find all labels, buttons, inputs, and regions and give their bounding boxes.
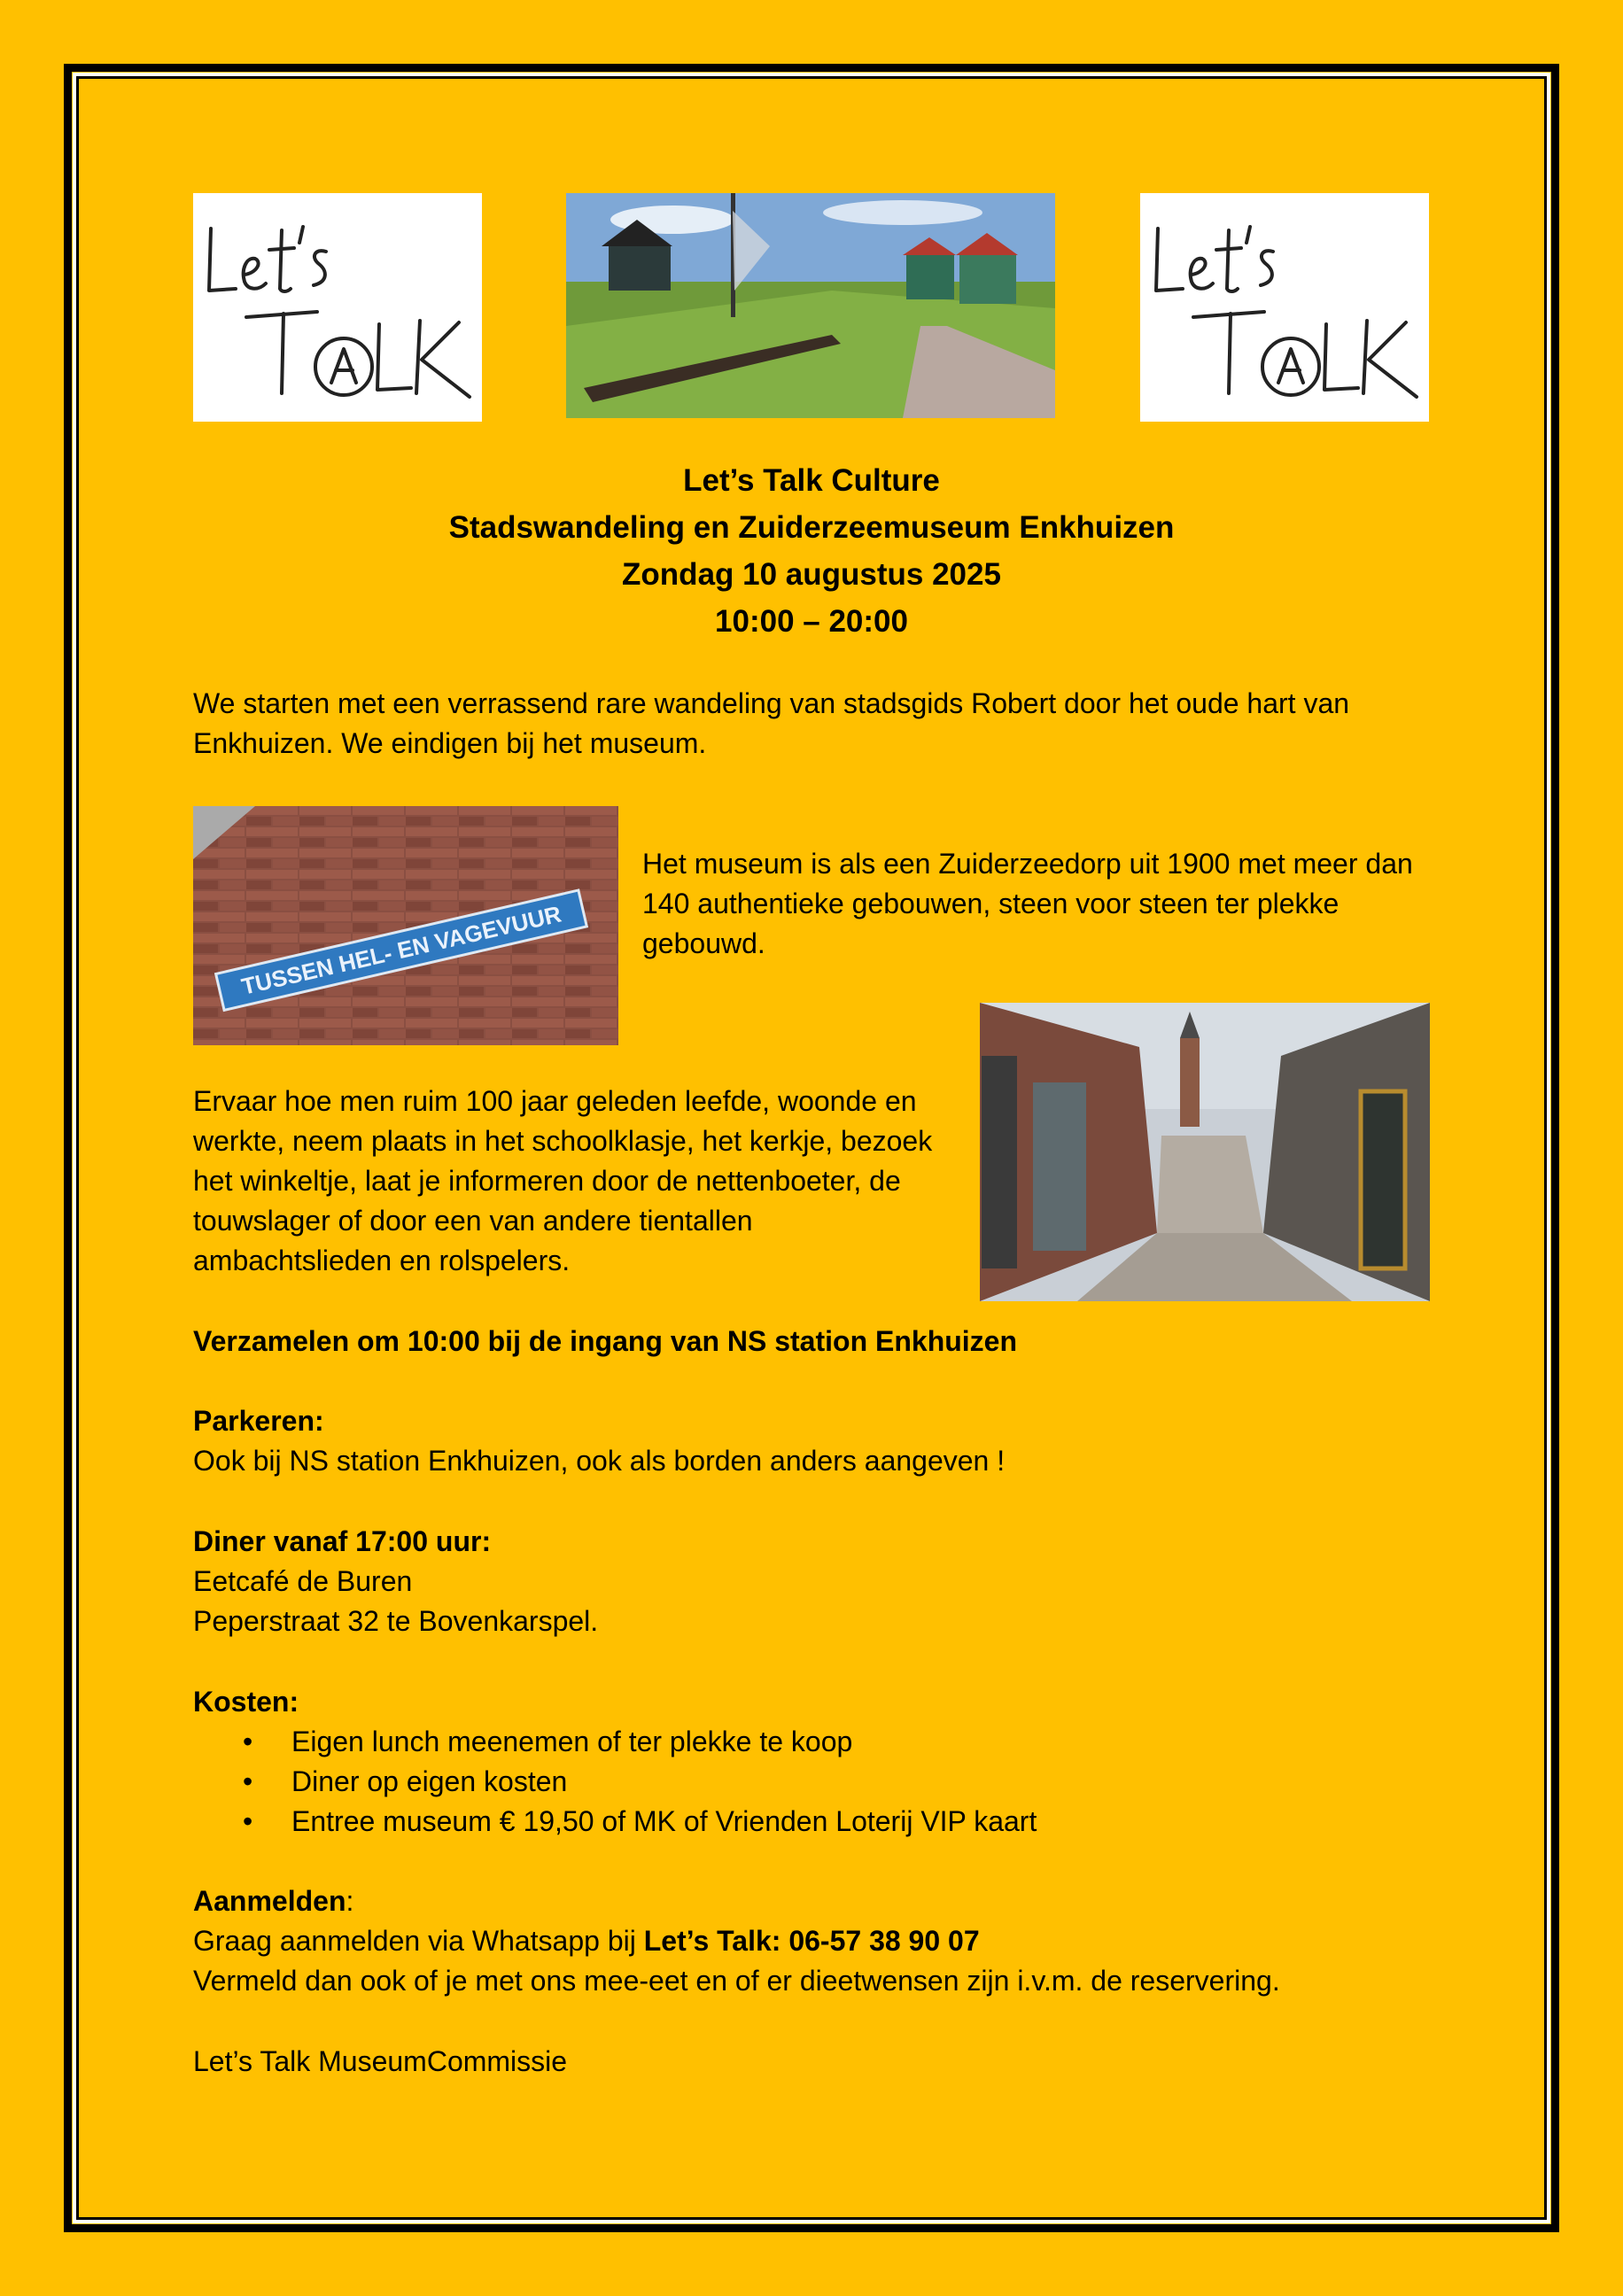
signup-phone: Let’s Talk: 06-57 38 90 07 [643, 1925, 980, 1957]
museum-paragraph: Het museum is als een Zuiderzeedorp uit 1900 met meer dan 140 authentieke gebouwen, steen voor steen ter plekke gebouwd. [642, 848, 1413, 959]
parking-text: Ook bij NS station Enkhuizen, ook als borden anders aangeven ! [193, 1445, 1006, 1477]
signup-note: Vermeld dan ook of je met ons mee-eet en of er dieetwensen zijn i.v.m. de reservering. [193, 1965, 1280, 1997]
parking-section [193, 1401, 1433, 1481]
parking-label: Parkeren: [193, 1405, 324, 1437]
cost-item: • Diner op eigen kosten [193, 1762, 1433, 1802]
street-sign-text: TUSSEN HEL- EN VAGEVUUR [238, 900, 564, 1000]
dinner-label: Diner vanaf 17:00 uur: [193, 1525, 492, 1557]
event-subtitle: Stadswandeling en Zuiderzeemuseum Enkhuizen [448, 510, 1175, 545]
cost-item: • Eigen lunch meenemen of ter plekke te koop [193, 1722, 1433, 1762]
event-title: Let’s Talk Culture [683, 463, 940, 498]
signup-instruction: Graag aanmelden via Whatsapp bij [193, 1925, 644, 1957]
experience-paragraph: Ervaar hoe men ruim 100 jaar geleden leefde, woonde en werkte, neem plaats in het schoolklasje, het kerkje, bezoek het winkeltje, laat je informeren door de nettenboeter, de touwslager of door een van andere tientallen ambachtslieden en rolspelers. [193, 1085, 933, 1276]
signature: Let’s Talk MuseumCommissie [193, 2045, 568, 2077]
street-sign-photo [193, 806, 618, 1045]
event-time: 10:00 – 20:00 [715, 604, 908, 639]
lets-talk-logo-right [1140, 193, 1429, 422]
village-alley-photo [980, 1003, 1430, 1301]
costs-label: Kosten: [193, 1686, 299, 1718]
event-title-block [0, 457, 1623, 645]
museum-village-photo [566, 193, 1055, 418]
costs-list [193, 1722, 1433, 1842]
intro-paragraph: We starten met een verrassend rare wandeling van stadsgids Robert door het oude hart van Enkhuizen. We eindigen bij het museum. [193, 687, 1350, 759]
dinner-section [193, 1522, 1433, 1641]
dinner-venue: Eetcafé de Buren [193, 1565, 413, 1597]
signup-colon: : [346, 1885, 354, 1917]
signup-label: Aanmelden [193, 1885, 346, 1917]
meeting-point: Verzamelen om 10:00 bij de ingang van NS station Enkhuizen [193, 1325, 1018, 1357]
lets-talk-logo-left [193, 193, 482, 422]
cost-item: • Entree museum € 19,50 of MK of Vrienden Loterij VIP kaart [193, 1802, 1433, 1842]
costs-section [193, 1682, 1433, 1842]
dinner-address: Peperstraat 32 te Bovenkarspel. [193, 1605, 599, 1637]
event-date: Zondag 10 augustus 2025 [622, 557, 1001, 592]
signup-section [193, 1881, 1478, 2001]
